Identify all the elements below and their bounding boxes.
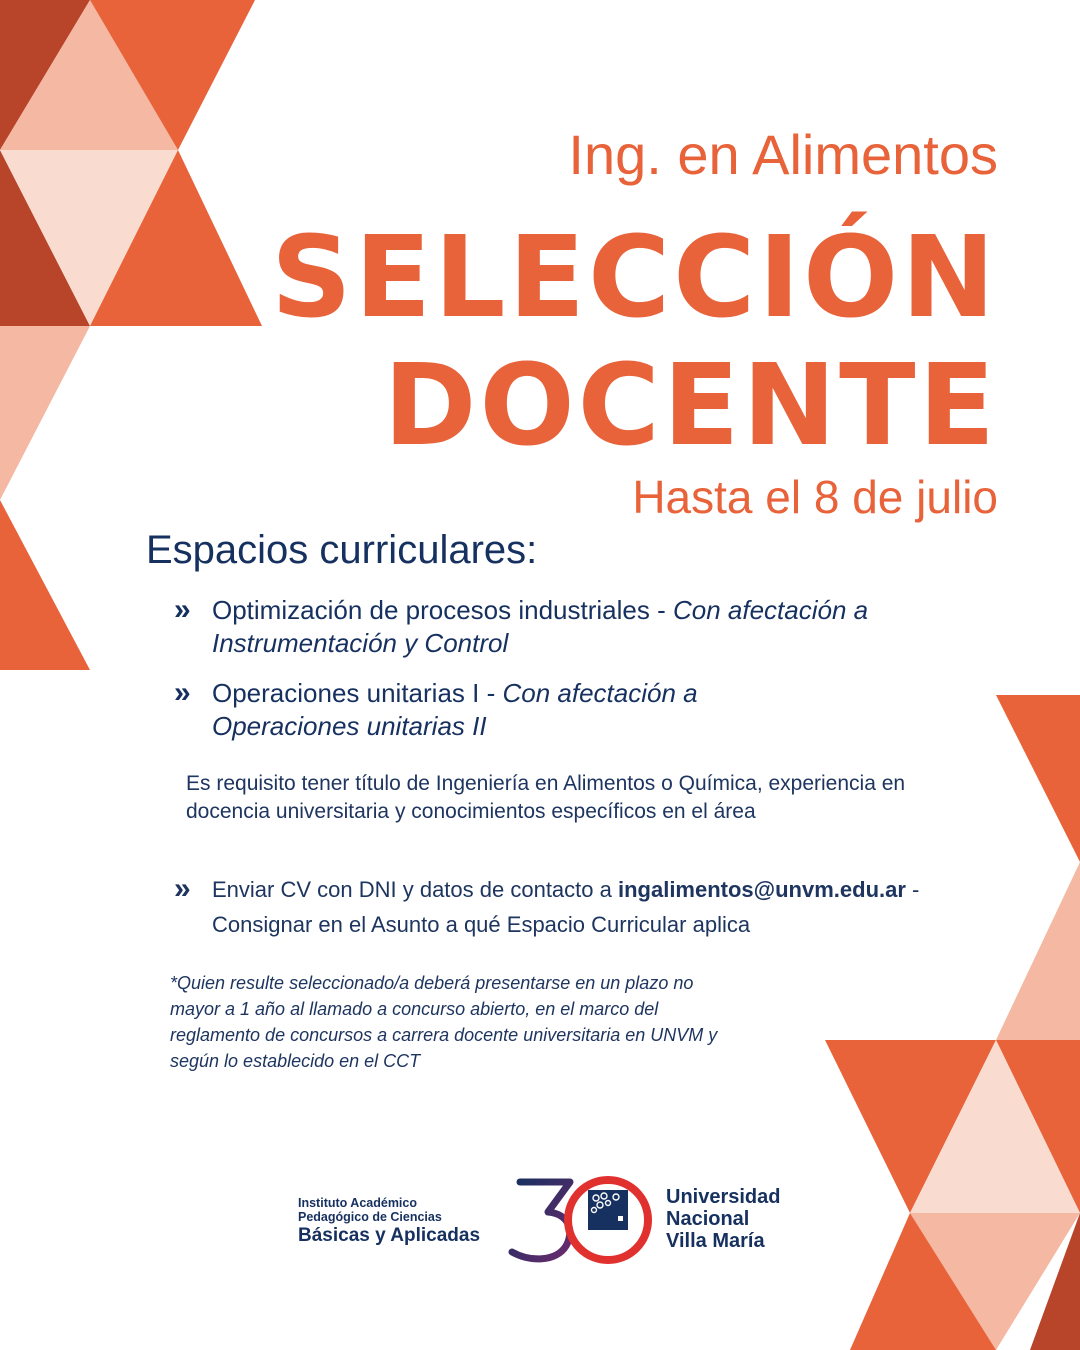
- decor-triangle: [996, 695, 1080, 862]
- title-line-1: SELECCIÓN: [270, 213, 998, 343]
- footnote: *Quien resulte seleccionado/a deberá presentarse en un plazo no mayor a 1 año al llamado a concurso abierto, en el marco del reglamento de concursos a carrera docente universitaria en UNVM y según lo establecido en el CCT: [170, 973, 718, 1071]
- requirements-text: Es requisito tener título de Ingeniería en Alimentos o Química, experiencia en docencia universitaria y conocimientos específicos en el área: [186, 772, 906, 823]
- university-name: Universidad Nacional Villa María: [666, 1186, 781, 1252]
- item-title: Optimización de procesos industriales: [212, 595, 650, 625]
- section-heading: Espacios curriculares:: [146, 528, 538, 572]
- contact-suffix: - Consignar en el Asunto a qué Espacio Curricular aplica: [212, 877, 920, 937]
- curricular-item: » Optimización de procesos industriales - Con afectación a Instrumentación y Control: [174, 593, 869, 658]
- digit-3-shape: [512, 1182, 570, 1259]
- curricular-item: » Operaciones unitarias I - Con afectación a Operaciones unitarias II: [174, 676, 698, 741]
- item-detail: Con afectación a Operaciones unitarias II: [212, 678, 698, 741]
- item-detail: Con afectación a Instrumentación y Control: [212, 595, 869, 658]
- decor-triangle: [0, 500, 90, 670]
- program-subtitle: Ing. en Alimentos: [568, 123, 998, 186]
- double-chevron-icon: »: [174, 872, 191, 905]
- title-line-2: DOCENTE: [383, 341, 998, 471]
- anniversary-30-logo: [508, 1170, 656, 1270]
- double-chevron-icon: »: [174, 676, 191, 709]
- decor-triangle: [996, 862, 1080, 1040]
- double-chevron-icon: »: [174, 593, 191, 626]
- deadline-text: Hasta el 8 de julio: [632, 471, 998, 523]
- contact-email-link[interactable]: ingalimentos@unvm.edu.ar: [617, 877, 906, 902]
- item-title: Operaciones unitarias I: [212, 678, 480, 708]
- contact-instructions: [174, 872, 934, 942]
- decor-triangle: [0, 326, 90, 500]
- contact-prefix: Enviar CV con DNI y datos de contacto a: [212, 877, 618, 902]
- institute-logo-text: Instituto Académico Pedagógico de Ciencias Básicas y Aplicadas: [298, 1196, 481, 1246]
